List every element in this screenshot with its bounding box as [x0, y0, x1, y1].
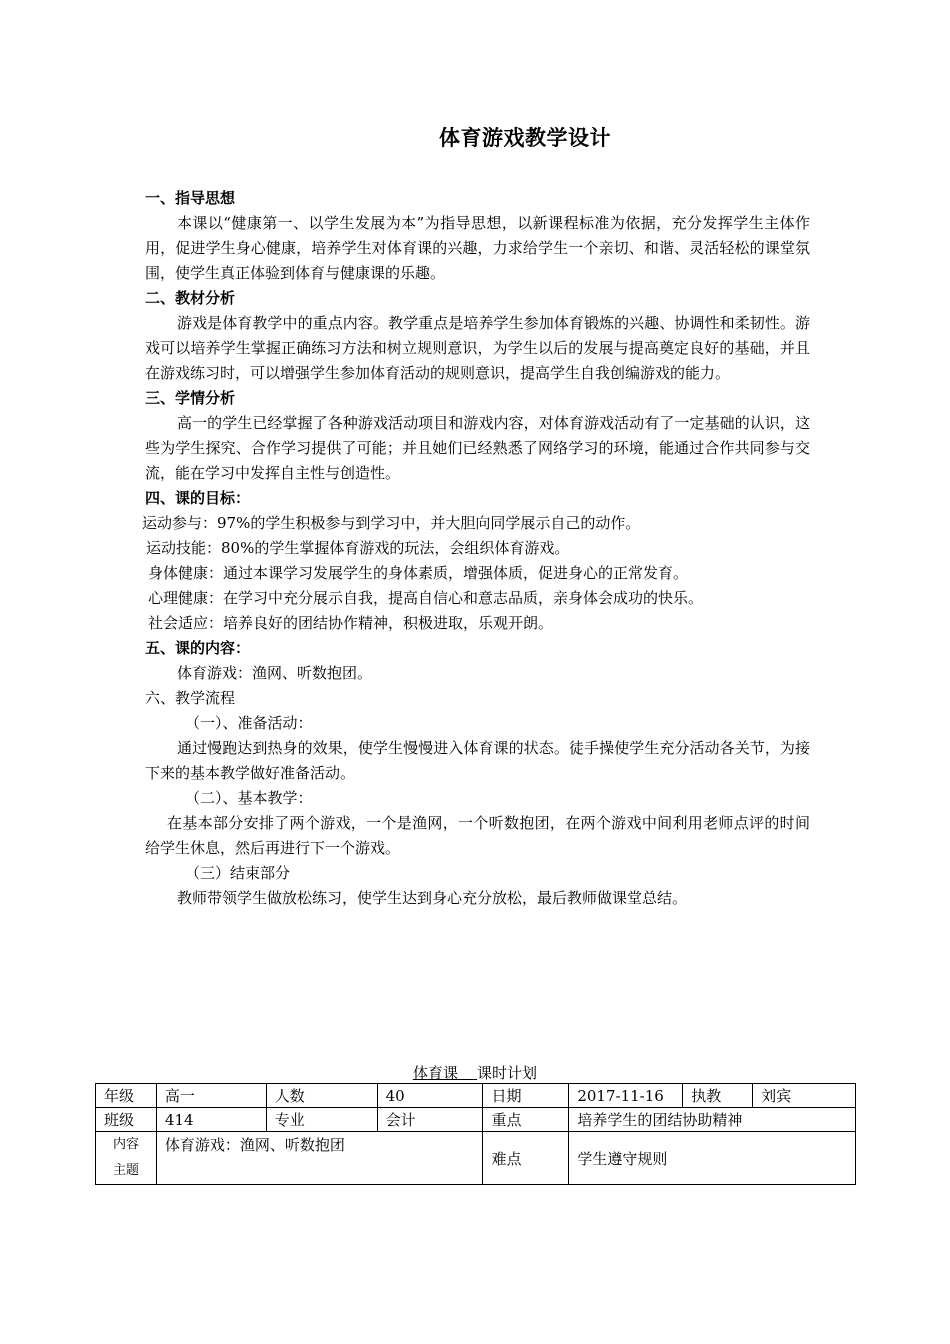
topic-label-line-2: 主题: [112, 1163, 139, 1178]
cell-topic-value: 体育游戏：渔网、听数抱团: [156, 1132, 483, 1185]
document-body: [142, 186, 810, 911]
subheading-basic-teaching: （二）、基本教学：: [185, 789, 313, 807]
paragraph-closing: 教师带领学生做放松练习，使学生达到身心充分放松，最后教师做课堂总结。: [177, 889, 688, 907]
table-row: [96, 1108, 856, 1132]
page-title: 体育游戏教学设计: [439, 126, 611, 150]
cell-focus-value: 培养学生的团结协助精神: [569, 1108, 856, 1132]
lesson-plan-title: [380, 1062, 570, 1083]
cell-class-label: 班级: [96, 1108, 157, 1132]
cell-topic-label: [96, 1132, 157, 1185]
cell-teacher-label: 执教: [683, 1084, 753, 1108]
section-heading-material-analysis: 二、教材分析: [145, 289, 236, 307]
subheading-closing: （三）结束部分: [185, 864, 291, 882]
table-row: [96, 1084, 856, 1108]
topic-label-line-1: 内容: [112, 1137, 139, 1152]
cell-major-value: 会计: [377, 1108, 483, 1132]
cell-focus-label: 重点: [483, 1108, 569, 1132]
goal-item: 心理健康：在学习中充分展示自我，提高自信心和意志品质，亲身体会成功的快乐。: [148, 589, 704, 607]
section-heading-content: 五、课的内容：: [145, 639, 251, 657]
goal-item: 社会适应：培养良好的团结协作精神，积极进取，乐观开朗。: [148, 614, 554, 632]
section-heading-guiding-thought: 一、指导思想: [145, 189, 236, 207]
cell-teacher-value: 刘宾: [753, 1084, 856, 1108]
section-heading-teaching-process: 六、教学流程: [145, 689, 236, 707]
section-heading-goals: 四、课的目标：: [145, 489, 251, 507]
lesson-plan-title-rest: 课时计划: [477, 1064, 538, 1082]
paragraph-guiding-thought: 本课以“健康第一、以学生发展为本”为指导思想，以新课程标准为依据，充分发挥学生主体作用，促进学生身心健康，培养学生对体育课的兴趣，力求给学生一个亲切、和谐、灵活轻松的课堂氛围，使学生真正体验到体育与健康课的乐趣。: [145, 214, 810, 282]
cell-difficulty-value: 学生遵守规则: [569, 1132, 856, 1185]
subheading-preparation: （一）、准备活动：: [185, 714, 313, 732]
paragraph-basic-teaching: 在基本部分安排了两个游戏，一个是渔网，一个听数抱团，在两个游戏中间利用老师点评的时间给学生休息，然后再进行下一个游戏。: [145, 814, 810, 857]
paragraph-material-analysis: 游戏是体育教学中的重点内容。教学重点是培养学生参加体育锻炼的兴趣、协调性和柔韧性。游戏可以培养学生掌握正确练习方法和树立规则意识，为学生以后的发展与提高奠定良好的基础，并且在游戏练习时，可以增强学生参加体育活动的规则意识，提高学生自我创编游戏的能力。: [145, 314, 810, 382]
cell-headcount-value: 40: [377, 1084, 483, 1108]
section-heading-student-analysis: 三、学情分析: [145, 389, 236, 407]
lesson-plan-title-underlined: 体育课: [412, 1064, 458, 1082]
goal-item: 运动技能：80%的学生掌握体育游戏的玩法，会组织体育游戏。: [146, 539, 570, 557]
cell-difficulty-label: 难点: [483, 1132, 569, 1185]
goal-item: 运动参与：97%的学生积极参与到学习中，并大胆向同学展示自己的动作。: [142, 514, 641, 532]
cell-headcount-label: 人数: [266, 1084, 377, 1108]
paragraph-content: 体育游戏：渔网、听数抱团。: [177, 664, 373, 682]
cell-date-value: 2017-11-16: [569, 1084, 683, 1108]
cell-grade-label: 年级: [96, 1084, 157, 1108]
cell-class-value: 414: [156, 1108, 266, 1132]
cell-major-label: 专业: [266, 1108, 377, 1132]
lesson-plan-table: [95, 1083, 856, 1185]
cell-grade-value: 高一: [156, 1084, 266, 1108]
goal-item: 身体健康：通过本课学习发展学生的身体素质，增强体质，促进身心的正常发育。: [148, 564, 689, 582]
cell-date-label: 日期: [483, 1084, 569, 1108]
paragraph-preparation: 通过慢跑达到热身的效果，使学生慢慢进入体育课的状态。徒手操使学生充分活动各关节，为接下来的基本教学做好准备活动。: [145, 739, 810, 782]
paragraph-student-analysis: 高一的学生已经掌握了各种游戏活动项目和游戏内容，对体育游戏活动有了一定基础的认识，这些为学生探究、合作学习提供了可能；并且她们已经熟悉了网络学习的环境，能通过合作共同参与交流，能在学习中发挥自主性与创造性。: [145, 414, 810, 482]
